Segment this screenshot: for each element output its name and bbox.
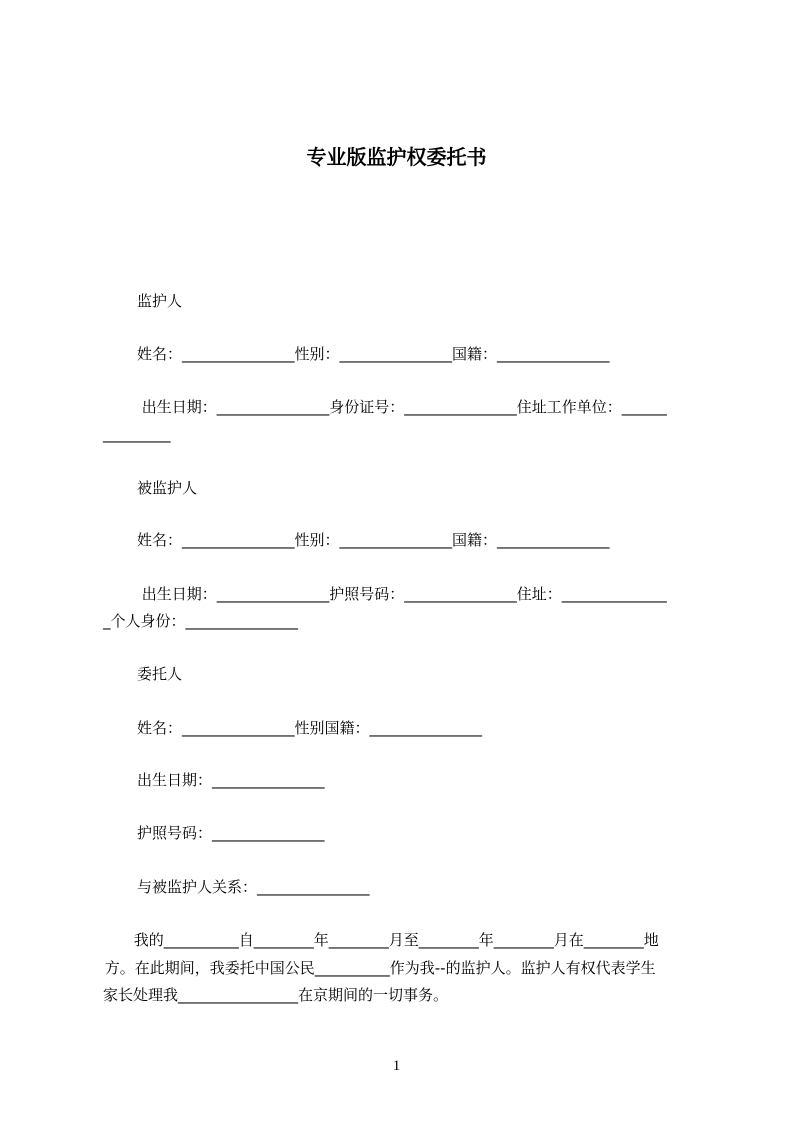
page-number: 1 [392,1058,401,1074]
document-title: 专业版监护权委托书 [306,145,487,169]
ward-birth-line-continued: _个人身份：_______________ [103,612,299,630]
principal-name-line: 姓名：_______________性别国籍：_______________ [137,719,483,737]
principal-heading: 委托人 [137,665,183,683]
body-line-2: 方。在此期间，我委托中国公民__________作为我--的监护人。监护人有权代表学生 [100,959,656,977]
body-line-3: 家长处理我________________在京期间的一切事务。 [103,986,449,1004]
ward-heading: 被监护人 [137,479,198,497]
ward-birth-line: 出生日期：_______________护照号码：_______________住址：______________ [137,585,667,603]
principal-passport-line: 护照号码：_______________ [137,824,325,842]
ward-name-line: 姓名：_______________性别：_______________国籍：_______________ [137,531,610,549]
guardian-name-line: 姓名：_______________性别：_______________国籍：_______________ [137,345,610,363]
guardian-birth-line-continued: _________ [103,425,171,443]
guardian-heading: 监护人 [137,292,183,310]
body-line-1: 我的__________自________年________月至________年________月在________地 [129,931,659,949]
principal-birth-line: 出生日期：_______________ [137,771,325,789]
principal-relation-line: 与被监护人关系：_______________ [137,878,370,896]
guardian-birth-line: 出生日期：_______________身份证号：_______________住址工作单位：______ [137,398,667,416]
